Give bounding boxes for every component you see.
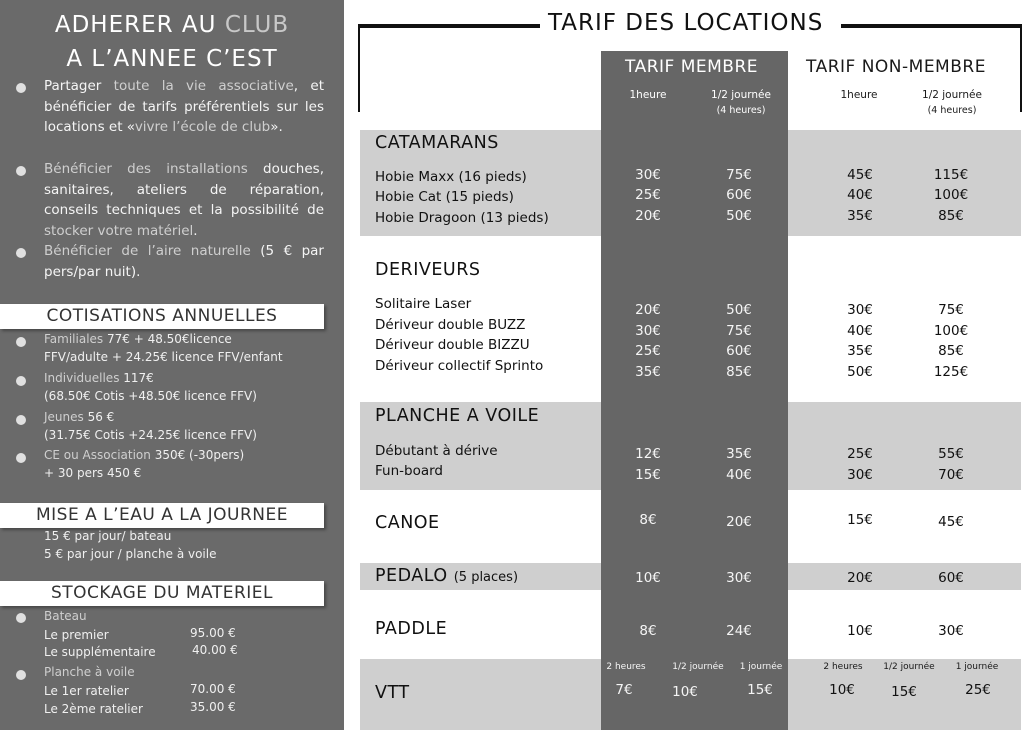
price: 40€ [847,187,873,203]
stockage-amount: 95.00 € [190,626,236,640]
cotisation-individuelles: Individuelles 117€ (68.50€ Cotis +48.50€ licence FFV) [44,371,257,403]
frame-left [358,24,360,112]
section-deriveurs: DERIVEURS [375,260,481,280]
price: 7€ [615,682,633,698]
price: 125€ [933,364,969,380]
price: 75€ [938,302,964,318]
price: 85€ [726,364,752,380]
price: 60€ [726,187,752,203]
nonmember-header: TARIF NON-MEMBRE [806,57,986,77]
benefit-2: Bénéficier des installations douches, sanitaires, ateliers de réparation, conseils techniques et la possibilité de stocker votre matériel. [44,161,324,239]
price: 55€ [938,446,964,462]
bullet-icon [16,83,26,93]
vtt-sub: 2 heures [606,662,646,672]
item-solitaire-laser: Solitaire Laser [375,296,472,312]
benefit-3: Bénéficier de l’aire naturelle (5 € par pers/par nuit). [44,243,324,280]
price: 10€ [672,684,698,700]
section-paddle: PADDLE [375,619,448,639]
price: 15€ [747,682,773,698]
price: 20€ [635,208,661,224]
price: 70€ [938,467,964,483]
price: 45€ [847,167,873,183]
price: 25€ [965,682,991,698]
price: 85€ [938,343,964,359]
cotisation-familiales: Familiales 77€ + 48.50€licence FFV/adulte + 24.25€ licence FFV/enfant [44,332,283,364]
vtt-sub: 1/2 journée [883,662,935,672]
section-pedalo: PEDALO (5 places) [375,566,519,586]
price: 10€ [829,682,855,698]
price: 35€ [635,364,661,380]
price: 40€ [847,323,873,339]
stockage-heading: STOCKAGE DU MATERIEL [0,581,324,606]
price: 75€ [726,323,752,339]
section-catamarans: CATAMARANS [375,133,499,153]
price: 30€ [847,467,873,483]
price: 25€ [847,446,873,462]
price: 20€ [726,514,752,530]
price: 25€ [635,187,661,203]
section-planche: PLANCHE A VOILE [375,406,540,426]
price: 30€ [635,167,661,183]
sub-half-note: (4 heures) [716,105,766,116]
vtt-sub: 1 journée [739,662,783,672]
bullet-icon [16,166,26,176]
stockage-row: Le supplémentaire [44,645,156,659]
price: 30€ [726,570,752,586]
stockage-planche-label: Planche à voile [44,665,135,679]
benefit-1: Partager toute la vie associative, et bénéficier de tarifs préférentiels sur les locations et «vivre l’école de club». [44,78,325,135]
sub-half-note: (4 heures) [927,105,977,116]
bullet-icon [16,248,26,258]
price: 50€ [726,302,752,318]
price: 24€ [726,623,752,639]
bullet-icon [16,337,26,347]
membership-title-line2: A L’ANNEE C’EST [66,46,278,72]
bullet-icon [16,376,26,386]
price: 45€ [938,514,964,530]
item-hobie-maxx: Hobie Maxx (16 pieds) [375,169,527,185]
price: 75€ [726,167,752,183]
stockage-row: Le premier [44,628,109,642]
item-buzz: Dériveur double BUZZ [375,317,526,333]
item-debutant: Débutant à dérive [375,443,498,459]
price: 15€ [891,684,917,700]
price: 40€ [726,467,752,483]
membership-title-line1: ADHERER AU CLUB [54,12,290,38]
price: 115€ [933,167,969,183]
bullet-icon [16,415,26,425]
vtt-sub: 1 journée [955,662,999,672]
price: 100€ [933,187,969,203]
price: 12€ [635,446,661,462]
stockage-row: Le 2ème ratelier [44,702,143,716]
sub-hour: 1heure [840,89,878,101]
membership-panel [0,0,344,730]
price: 35€ [726,446,752,462]
price: 30€ [938,623,964,639]
stockage-amount: 70.00 € [190,682,236,696]
item-sprinto: Dériveur collectif Sprinto [375,358,544,374]
frame-right [1020,24,1022,112]
sub-hour: 1heure [629,89,667,101]
stockage-amount: 40.00 € [192,643,238,657]
price: 10€ [847,623,873,639]
price: 20€ [635,302,661,318]
section-vtt: VTT [375,683,410,703]
price: 25€ [635,343,661,359]
price: 10€ [635,570,661,586]
item-fun-board: Fun-board [375,463,443,479]
stockage-bateau-label: Bateau [44,609,87,623]
price: 50€ [726,208,752,224]
stockage-amount: 35.00 € [190,700,236,714]
sub-half: 1/2 journée [711,89,771,101]
vtt-sub: 2 heures [823,662,863,672]
cotisation-jeunes: Jeunes 56 € (31.75€ Cotis +24.25€ licence FFV) [44,410,257,442]
price: 20€ [847,570,873,586]
sub-half: 1/2 journée [922,89,982,101]
price: 15€ [847,512,873,528]
item-hobie-dragoon: Hobie Dragoon (13 pieds) [375,210,549,226]
price: 30€ [847,302,873,318]
bullet-icon [16,670,26,680]
item-bizzu: Dériveur double BIZZU [375,337,530,353]
bullet-icon [16,453,26,463]
stockage-row: Le 1er ratelier [44,684,129,698]
cotisations-heading: COTISATIONS ANNUELLES [0,304,324,329]
price: 50€ [847,364,873,380]
member-header: TARIF MEMBRE [625,57,758,77]
vtt-sub: 1/2 journée [672,662,724,672]
price: 85€ [938,208,964,224]
price: 35€ [847,208,873,224]
price: 100€ [933,323,969,339]
tarif-title: TARIF DES LOCATIONS [548,10,824,36]
price: 15€ [635,467,661,483]
bullet-icon [16,613,26,623]
mise-a-leau-details: 15 € par jour/ bateau 5 € par jour / planche à voile [44,529,217,561]
title-rule-left [358,24,540,28]
price: 8€ [639,512,657,528]
price: 60€ [726,343,752,359]
price: 30€ [635,323,661,339]
price: 60€ [938,570,964,586]
title-rule-right [841,24,1022,28]
mise-a-leau-heading: MISE A L’EAU A LA JOURNEE [0,503,324,528]
price: 35€ [847,343,873,359]
price: 8€ [639,623,657,639]
cotisation-ce: CE ou Association 350€ (-30pers) + 30 pers 450 € [44,448,245,480]
item-hobie-cat: Hobie Cat (15 pieds) [375,189,514,205]
section-canoe: CANOE [375,513,440,533]
